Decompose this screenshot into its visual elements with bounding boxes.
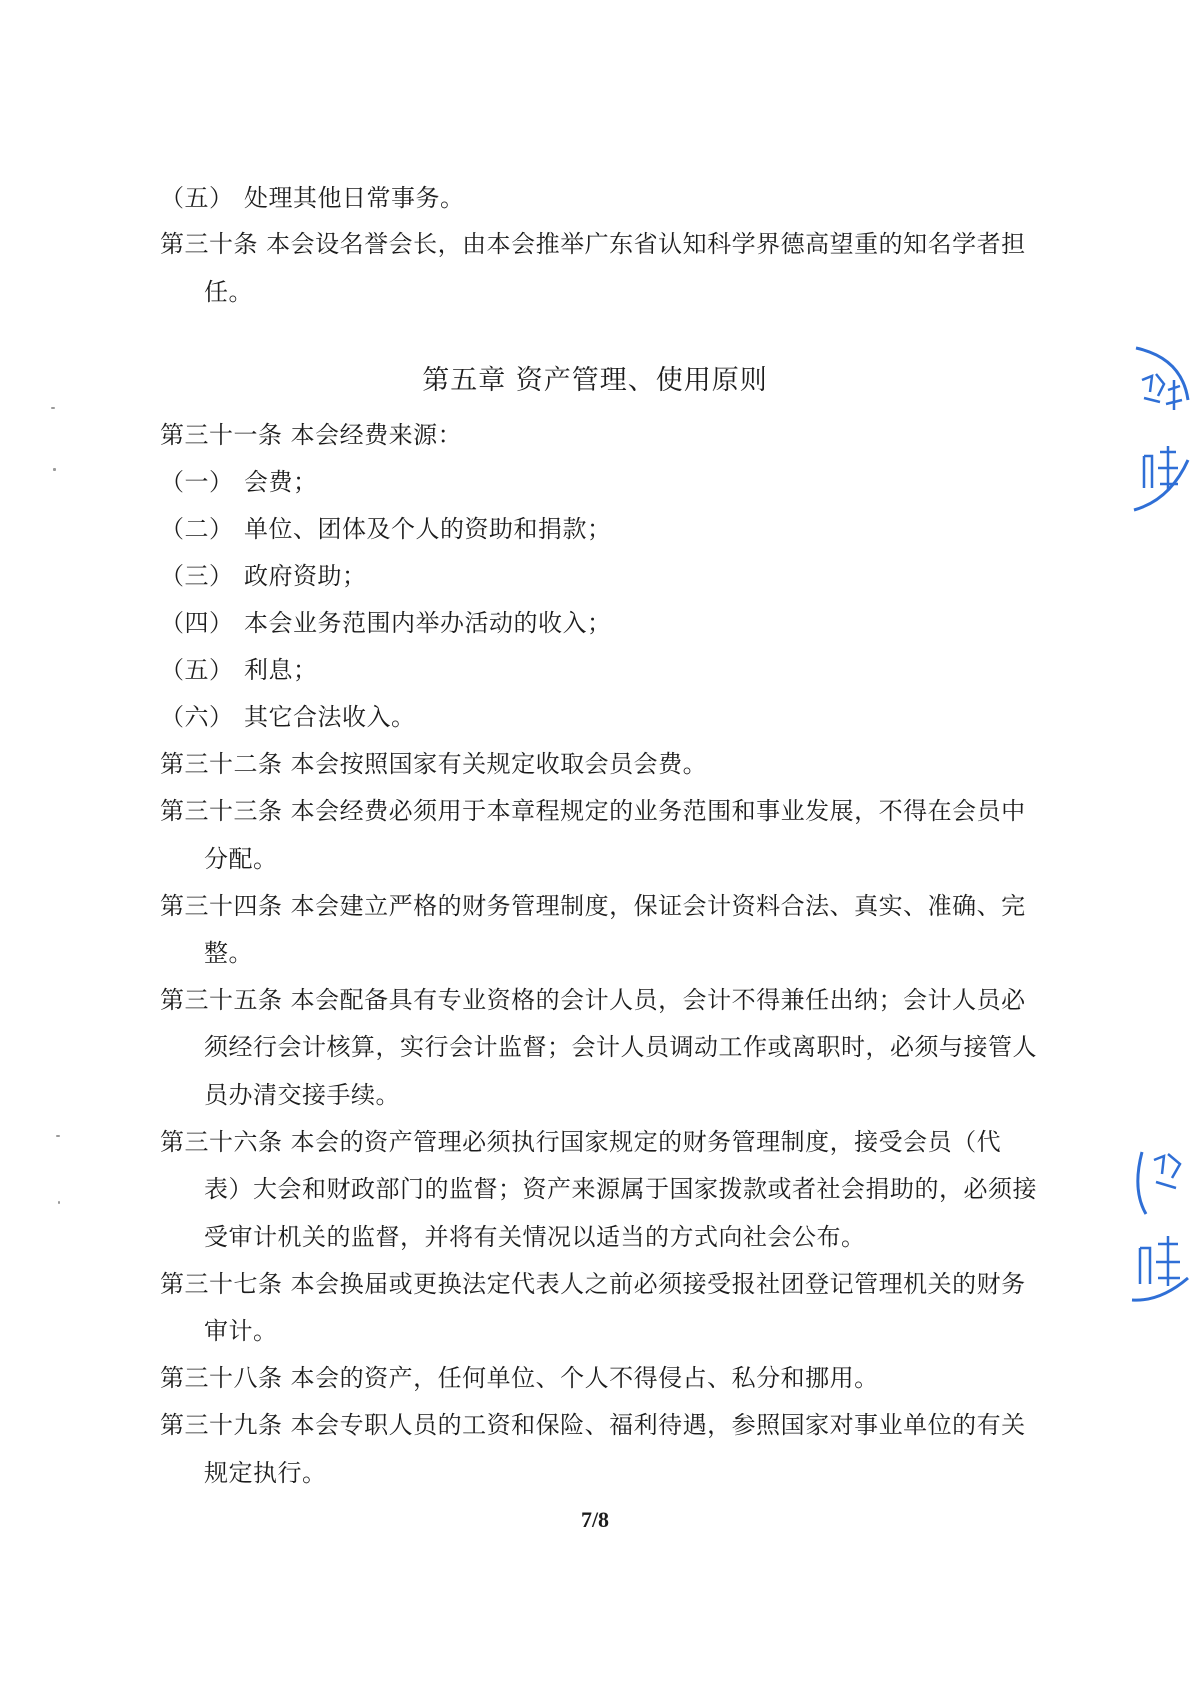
item-number: （一） bbox=[160, 468, 234, 496]
article-32: 第三十二条 本会按照国家有关规定收取会员会费。 bbox=[160, 750, 708, 778]
item-number: （六） bbox=[160, 703, 234, 731]
seal-outline bbox=[1136, 348, 1188, 400]
seal-stamp-lower bbox=[1130, 1130, 1190, 1310]
item-number: （三） bbox=[160, 562, 234, 590]
item-number: （五） bbox=[160, 656, 234, 684]
article-37: 第三十七条 本会换届或更换法定代表人之前必须接受报社团登记管理机关的财务 bbox=[160, 1270, 1026, 1298]
article-35-continuation: 须经行会计核算，实行会计监督；会计人员调动工作或离职时，必须与接管人 bbox=[204, 1033, 1037, 1061]
item-text: 本会业务范围内举办活动的收入； bbox=[244, 609, 612, 637]
item-number: （二） bbox=[160, 515, 234, 543]
article-35-continuation: 员办清交接手续。 bbox=[204, 1081, 400, 1109]
list-item bbox=[160, 702, 416, 732]
article-31: 第三十一条 本会经费来源： bbox=[160, 421, 463, 449]
item-text: 其它合法收入。 bbox=[244, 703, 416, 731]
seal-glyph bbox=[1140, 1236, 1180, 1286]
seal-outline bbox=[1138, 1152, 1146, 1214]
list-item bbox=[160, 608, 612, 638]
article-39-continuation: 规定执行。 bbox=[204, 1459, 327, 1487]
article-36-continuation: 表）大会和财政部门的监督；资产来源属于国家拨款或者社会捐助的，必须接 bbox=[204, 1175, 1037, 1203]
seal-glyph bbox=[1144, 446, 1178, 490]
seal-glyph bbox=[1142, 374, 1164, 402]
scan-speck bbox=[51, 407, 55, 409]
article-39: 第三十九条 本会专职人员的工资和保险、福利待遇，参照国家对事业单位的有关 bbox=[160, 1411, 1026, 1439]
item-text: 利息； bbox=[244, 656, 318, 684]
list-item bbox=[160, 467, 318, 497]
article-33: 第三十三条 本会经费必须用于本章程规定的业务范围和事业发展，不得在会员中 bbox=[160, 797, 1026, 825]
seal-glyph bbox=[1166, 380, 1182, 410]
article-35: 第三十五条 本会配备具有专业资格的会计人员，会计不得兼任出纳；会计人员必 bbox=[160, 986, 1026, 1014]
item-number: （五） bbox=[160, 184, 234, 212]
item-text: 政府资助； bbox=[244, 562, 367, 590]
article-36: 第三十六条 本会的资产管理必须执行国家规定的财务管理制度，接受会员（代 bbox=[160, 1128, 1002, 1156]
chapter-title: 第五章 资产管理、使用原则 bbox=[422, 365, 768, 396]
page-number: 7/8 bbox=[580, 1507, 610, 1532]
article-33-continuation: 分配。 bbox=[204, 845, 278, 873]
scan-speck bbox=[56, 1135, 60, 1137]
article-30-continuation: 任。 bbox=[204, 278, 253, 306]
scan-speck bbox=[53, 468, 56, 471]
article-36-continuation: 受审计机关的监督，并将有关情况以适当的方式向社会公布。 bbox=[204, 1223, 866, 1251]
list-item bbox=[160, 655, 318, 685]
list-item bbox=[160, 183, 465, 213]
article-37-continuation: 审计。 bbox=[204, 1317, 278, 1345]
article-38: 第三十八条 本会的资产，任何单位、个人不得侵占、私分和挪用。 bbox=[160, 1364, 879, 1392]
seal-glyph bbox=[1154, 1154, 1180, 1188]
article-30: 第三十条 本会设名誉会长，由本会推举广东省认知科学界德高望重的知名学者担 bbox=[160, 230, 1026, 258]
item-number: （四） bbox=[160, 609, 234, 637]
item-text: 单位、团体及个人的资助和捐款； bbox=[244, 515, 612, 543]
scan-speck bbox=[58, 1201, 60, 1204]
item-text: 会费； bbox=[244, 468, 318, 496]
seal-stamp-upper bbox=[1130, 340, 1190, 520]
item-text: 处理其他日常事务。 bbox=[244, 184, 465, 212]
article-34-continuation: 整。 bbox=[204, 939, 253, 967]
article-34: 第三十四条 本会建立严格的财务管理制度，保证会计资料合法、真实、准确、完 bbox=[160, 892, 1026, 920]
list-item bbox=[160, 514, 612, 544]
list-item bbox=[160, 561, 367, 591]
